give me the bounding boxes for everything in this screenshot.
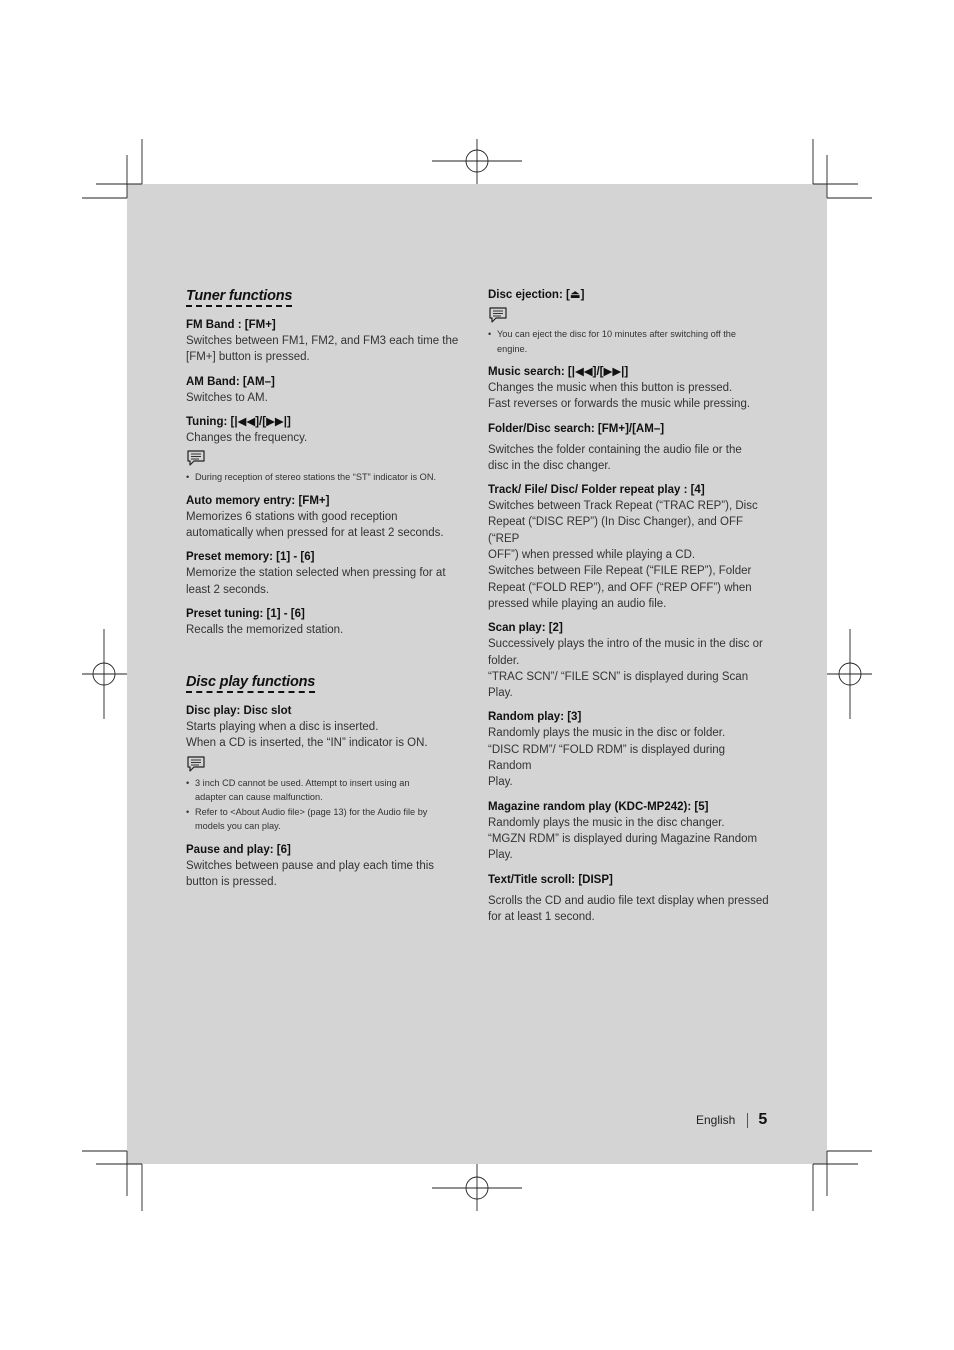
auto-memory-title: Auto memory entry: [FM+]	[186, 494, 330, 507]
pause-play-text: button is pressed.	[186, 876, 277, 889]
am-band-text: Switches to AM.	[186, 391, 268, 404]
magazine-random-item	[488, 799, 770, 864]
folder-search-item	[488, 421, 770, 475]
page-footer	[696, 1111, 767, 1129]
fm-band-text: Switches between FM1, FM2, and FM3 each time the	[186, 335, 459, 347]
scan-play-text: Successively plays the intro of the music in the disc or	[488, 638, 763, 651]
text-scroll-text: for at least 1 second.	[488, 910, 595, 923]
magazine-random-text: Play.	[488, 849, 513, 862]
tuning-title: Tuning: [|◀◀]/[▶▶|]	[186, 415, 291, 428]
music-search-title: Music search: [|◀◀]/[▶▶|]	[488, 366, 629, 378]
scan-play-text: “TRAC SCN”/ “FILE SCN” is displayed during Scan Play.	[488, 670, 749, 700]
random-play-item	[488, 709, 770, 790]
magazine-random-title: Magazine random play (KDC-MP242): [5]	[488, 800, 709, 813]
tuner-section-title: Tuner functions	[186, 288, 292, 307]
preset-memory-item	[186, 549, 461, 598]
left-column	[186, 287, 461, 898]
eject-note: • You can eject the disc for 10 minutes after switching off the engine.	[488, 327, 770, 356]
pause-play-text: Switches between pause and play each time this	[186, 859, 435, 872]
footer-divider	[747, 1113, 748, 1128]
repeat-play-text: Repeat (“FOLD REP”), and OFF (“REP OFF”) when	[488, 581, 752, 594]
repeat-play-text: Switches between Track Repeat (“TRAC REP”), Disc	[488, 500, 758, 513]
tuning-note-block	[186, 470, 461, 485]
am-band-title: AM Band: [AM–]	[186, 375, 275, 388]
tuning-text: Changes the frequency.	[186, 431, 308, 444]
eject-note-block	[488, 327, 770, 356]
fm-band-item	[186, 317, 461, 366]
disc-notes-block	[186, 776, 461, 834]
disc-play-item	[186, 703, 461, 752]
repeat-play-item	[488, 482, 770, 612]
scan-play-title: Scan play: [2]	[488, 622, 563, 635]
disc-section-title: Disc play functions	[186, 674, 315, 693]
auto-memory-item	[186, 493, 461, 542]
repeat-play-text: Repeat (“DISC REP”) (In Disc Changer), and OFF (“REP	[488, 516, 743, 545]
repeat-play-text: pressed while playing an audio file.	[488, 597, 667, 610]
right-column	[488, 287, 770, 933]
scan-play-item	[488, 620, 770, 701]
auto-memory-text: Memorizes 6 stations with good reception	[186, 510, 398, 523]
auto-memory-text: automatically when pressed for at least 2 seconds.	[186, 526, 444, 539]
page-number: 5	[758, 1111, 768, 1128]
preset-tuning-text: Recalls the memorized station.	[186, 623, 344, 636]
disc-play-text: When a CD is inserted, the “IN” indicator is ON.	[186, 737, 428, 750]
text-scroll-title: Text/Title scroll: [DISP]	[488, 873, 613, 886]
scan-play-text: folder.	[488, 654, 520, 667]
music-search-item	[488, 364, 770, 413]
random-play-title: Random play: [3]	[488, 711, 582, 724]
preset-memory-text: Memorize the station selected when pressing for at	[186, 567, 446, 580]
random-play-text: “DISC RDM”/ “FOLD RDM” is displayed during Random	[488, 743, 726, 773]
disc-ejection-title: Disc ejection: [⏏]	[488, 289, 585, 301]
footer-language: English	[696, 1113, 736, 1127]
preset-memory-text: least 2 seconds.	[186, 583, 270, 596]
preset-tuning-title: Preset tuning: [1] - [6]	[186, 607, 305, 620]
note-icon	[186, 755, 206, 773]
disc-ejection-item	[488, 287, 770, 303]
repeat-play-title: Track/ File/ Disc/ Folder repeat play : [4]	[488, 484, 705, 497]
repeat-play-text: OFF”) when pressed while playing a CD.	[488, 549, 696, 562]
music-search-text: Fast reverses or forwards the music while pressing.	[488, 398, 751, 411]
am-band-item	[186, 374, 461, 406]
disc-play-text: Starts playing when a disc is inserted.	[186, 721, 379, 734]
repeat-play-text: Switches between File Repeat (“FILE REP”), Folder	[488, 565, 752, 578]
tuning-item	[186, 414, 461, 446]
magazine-random-text: “MGZN RDM” is displayed during Magazine Random	[488, 832, 758, 845]
folder-search-text: disc in the disc changer.	[488, 459, 611, 472]
preset-tuning-item	[186, 606, 461, 638]
preset-memory-title: Preset memory: [1] - [6]	[186, 551, 315, 564]
text-scroll-item	[488, 872, 770, 926]
music-search-text: Changes the music when this button is pressed.	[488, 382, 733, 394]
disc-note: • 3 inch CD cannot be used. Attempt to insert using an adapter can cause malfunction.	[186, 776, 461, 805]
note-icon	[186, 449, 206, 467]
fm-band-text: [FM+] button is pressed.	[186, 351, 310, 364]
folder-search-title: Folder/Disc search: [FM+]/[AM–]	[488, 422, 665, 435]
magazine-random-text: Randomly plays the music in the disc changer.	[488, 816, 725, 829]
pause-play-item	[186, 842, 461, 891]
disc-note: • Refer to <About Audio file> (page 13) for the Audio file by models you can play.	[186, 805, 461, 834]
pause-play-title: Pause and play: [6]	[186, 843, 291, 856]
disc-play-title: Disc play: Disc slot	[186, 705, 292, 718]
tuning-note: • During reception of stereo stations the “ST” indicator is ON.	[186, 470, 461, 485]
fm-band-title: FM Band : [FM+]	[186, 319, 276, 331]
random-play-text: Play.	[488, 776, 513, 789]
folder-search-text: Switches the folder containing the audio file or the	[488, 443, 742, 456]
text-scroll-text: Scrolls the CD and audio file text display when pressed	[488, 894, 769, 907]
random-play-text: Randomly plays the music in the disc or folder.	[488, 727, 726, 740]
note-icon	[488, 306, 508, 324]
